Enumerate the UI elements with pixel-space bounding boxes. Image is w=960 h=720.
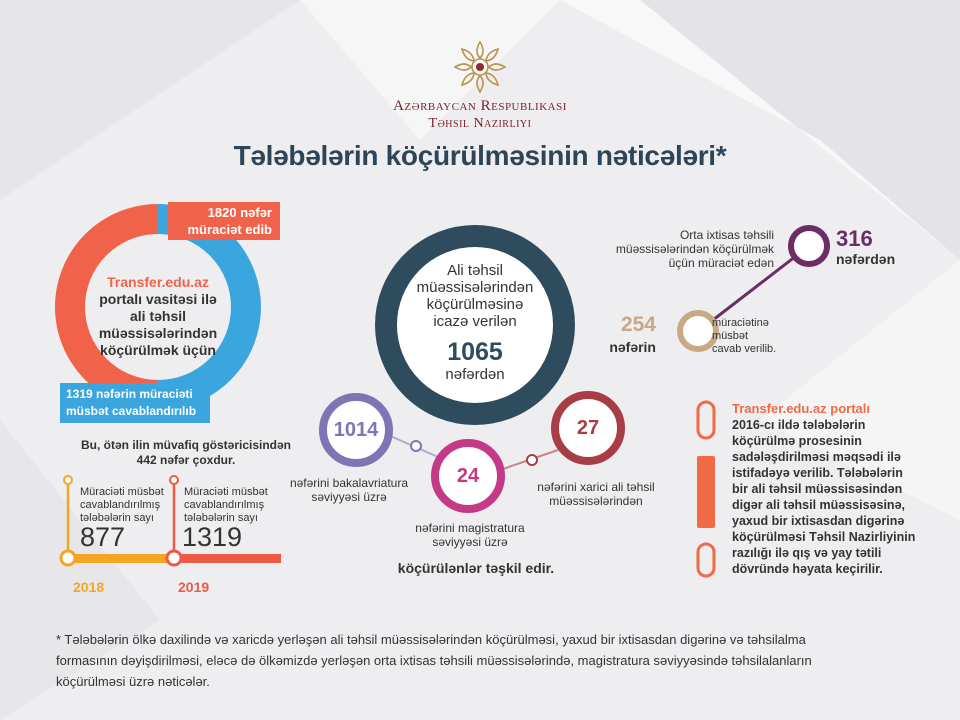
vocational-value: 316	[836, 226, 873, 251]
approved-line1: 1319 nəfərin müraciəti	[66, 387, 193, 401]
bachelor-label	[284, 476, 414, 504]
timeline-2018-year: 2018	[73, 579, 105, 595]
timeline-2018-label	[80, 486, 180, 525]
timeline-2019-value: 1319	[182, 522, 243, 552]
bachelor-label-l1: nəfərini bakalavriatura	[289, 476, 409, 490]
exclamation-icon	[688, 398, 724, 582]
bachelor-value: 1014	[333, 419, 379, 441]
vocational-approved-l1: müraciətinə	[712, 317, 769, 329]
footnote-line1: * Tələbələrin ölkə daxilində və xaricdə yerləşən ali təhsil müəssisələrindən köçürülməsi, yaxud bir ixtisasdan digərinə və təhsilalma	[56, 632, 806, 647]
ring-center-line1: portalı vasitəsi ilə	[99, 291, 217, 307]
vocational-label	[614, 228, 774, 270]
timeline-2019-label	[184, 486, 284, 525]
notice-line: digər ali təhsil müəssisəsinə,	[732, 498, 905, 512]
timeline-2019-label-l3: tələbələrin sayı	[184, 512, 258, 524]
comparison-line2: 442 nəfər çoxdur.	[136, 453, 236, 467]
master-value: 24	[456, 465, 480, 487]
applied-line1: 1820 nəfər	[207, 205, 272, 220]
foreign-label-l2: müəssisələrindən	[549, 494, 643, 508]
vocational-label-l2: müəssisələrindən köçürülmək	[615, 242, 774, 256]
footnote-line2: formasının dəyişdirilməsi, eləcə də ölkəmizdə yerləşən orta ixtisas təhsili müəssisələrində, magistratura səviyyəsində təhsilalanların	[56, 653, 812, 668]
comparison-note	[62, 438, 310, 468]
timeline-2018-label-l3: tələbələrin sayı	[80, 512, 154, 524]
organized-text: köçürülənlər təşkil edir.	[397, 560, 555, 576]
approved-line2: müsbət cavablandırılıb	[66, 404, 197, 418]
vocational-approved-l2: müsbət	[712, 330, 749, 342]
vocational-label-l3: üçün müraciət edən	[668, 256, 774, 270]
ring-center-text	[82, 274, 234, 359]
footnote	[56, 629, 926, 692]
vocational-approved-unit: nəfərin	[609, 339, 656, 355]
vocational-unit: nəfərdən	[836, 251, 896, 267]
notice-line: 2016-cı ildə tələbələrin	[732, 418, 866, 432]
ring-center-line3: müəssisələrindən	[98, 325, 218, 341]
master-label-l2: səviyyəsi üzrə	[432, 535, 508, 549]
page-title: Tələbələrin köçürülməsinin nəticələri*	[233, 140, 727, 171]
foreign-value: 27	[576, 417, 600, 439]
bachelor-label-l2: səviyyəsi üzrə	[311, 490, 387, 504]
center-value: 1065	[447, 338, 503, 366]
notice-line: razılığı ilə qış və yay tətili	[732, 546, 882, 560]
timeline-2019-year: 2019	[178, 579, 210, 595]
center-line2: müəssisələrindən	[416, 279, 534, 296]
timeline-2019-label-l1: Müraciəti müsbət	[184, 486, 268, 498]
vocational-approved-l3: cavab verilib.	[712, 343, 777, 355]
ministry-name	[330, 98, 630, 132]
center-text	[395, 262, 555, 330]
notice-line: köçürülməsi Təhsil Nazirliyinin	[732, 530, 916, 544]
notice-line: sadələşdirilməsi məqsədi ilə	[732, 450, 901, 464]
notice-line: dövründə həyata keçirilir.	[732, 562, 883, 576]
ring-center-line2: ali təhsil	[129, 308, 187, 324]
vocational-approved-label	[712, 317, 812, 356]
timeline-2018-label-l2: cavablandırılmış	[80, 499, 161, 511]
center-line3: köçürülməsinə	[426, 296, 524, 313]
comparison-line1: Bu, ötən ilin müvafiq göstəricisindən	[80, 438, 292, 452]
notice-title: Transfer.edu.az portalı	[732, 401, 870, 416]
approved-text	[66, 386, 212, 420]
notice-line: yaxud bir ixtisasdan digərinə	[732, 514, 905, 528]
notice-line: bir ali təhsil müəssisəsindən	[732, 482, 903, 496]
notice-body	[732, 417, 932, 577]
foreign-label-l1: nəfərini xarici ali təhsil	[537, 480, 655, 494]
center-line4: icazə verilən	[433, 313, 517, 330]
foreign-label	[526, 480, 666, 508]
applied-line2: müraciət edib	[187, 222, 272, 237]
vocational-label-l1: Orta ixtisas təhsili	[679, 228, 774, 242]
applied-text	[168, 204, 272, 238]
timeline-2019-label-l2: cavablandırılmış	[184, 499, 265, 511]
ministry-line1: Azərbaycan Respublikası	[393, 98, 567, 114]
center-unit: nəfərdən	[445, 366, 505, 383]
master-label-l1: nəfərini magistratura	[415, 521, 525, 535]
timeline-2018-label-l1: Müraciəti müsbət	[80, 486, 164, 498]
transfer-link[interactable]: Transfer.edu.az	[107, 274, 209, 290]
vocational-approved-value: 254	[620, 313, 656, 336]
center-line1: Ali təhsil	[447, 262, 503, 279]
notice-line: köçürülmə prosesinin	[732, 434, 862, 448]
master-label	[400, 521, 540, 549]
emblem-icon	[446, 38, 514, 96]
footnote-line3: köçürülməsi üzrə nəticələr.	[56, 674, 210, 689]
ministry-line2: Təhsil Nazirliyi	[428, 116, 532, 131]
ring-center-line4: köçürülmək üçün	[100, 342, 216, 358]
notice-line: istifadəyə verilib. Tələbələrin	[732, 466, 903, 480]
timeline-2018-value: 877	[80, 522, 126, 552]
